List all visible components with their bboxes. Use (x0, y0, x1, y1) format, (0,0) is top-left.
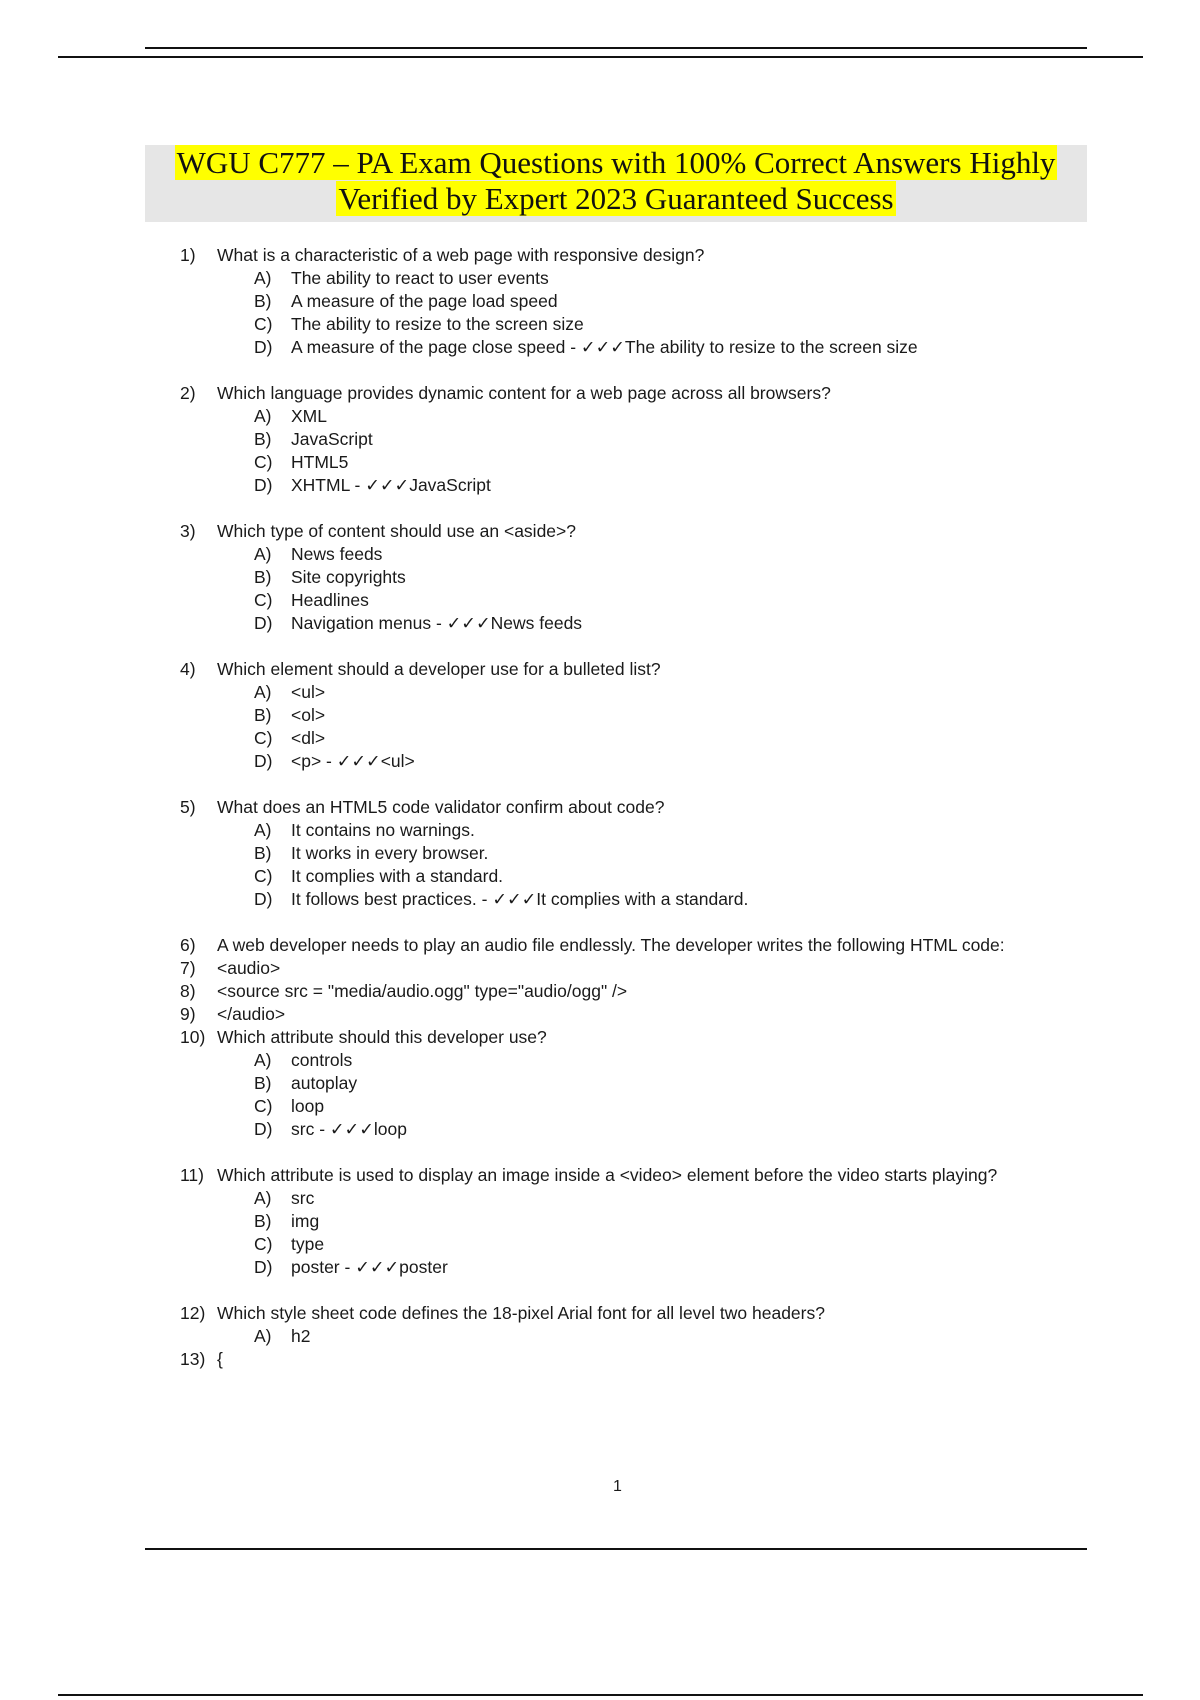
question-text: Which attribute should this developer use? (217, 1027, 547, 1047)
option-b: B) JavaScript (254, 429, 373, 449)
question-12 (180, 1302, 1080, 1371)
page-number: 1 (613, 1478, 622, 1495)
option-c: C) <dl> (254, 728, 326, 748)
option-d-answer: D) A measure of the page close speed - ✓✓✓The ability to resize to the screen size (254, 337, 918, 357)
question-text: Which style sheet code defines the 18-pixel Arial font for all level two headers? (217, 1303, 825, 1323)
question-5 (180, 796, 1080, 911)
code-line: <source src = "media/audio.ogg" type="audio/ogg" /> (217, 981, 628, 1001)
option-a: A) h2 (254, 1326, 311, 1346)
option-c: C) HTML5 (254, 452, 349, 472)
option-a: A) News feeds (254, 544, 383, 564)
question-text: Which attribute is used to display an image inside a <video> element before the video starts playing? (217, 1165, 998, 1185)
question-number: 12) (180, 1303, 206, 1323)
option-b: B) It works in every browser. (254, 843, 489, 863)
option-c: C) Headlines (254, 590, 369, 610)
option-b: B) Site copyrights (254, 567, 406, 587)
question-number: 4) (180, 659, 196, 679)
question-number: 9) (180, 1004, 196, 1024)
option-b: B) <ol> (254, 705, 326, 725)
question-number: 2) (180, 383, 196, 403)
option-a: A) controls (254, 1050, 353, 1070)
question-text: Which element should a developer use for a bulleted list? (217, 659, 661, 679)
option-d-answer: D) src - ✓✓✓loop (254, 1119, 407, 1139)
option-c: C) The ability to resize to the screen size (254, 314, 584, 334)
code-line: { (217, 1349, 223, 1369)
option-d-answer: D) <p> - ✓✓✓<ul> (254, 751, 415, 771)
question-number: 6) (180, 935, 196, 955)
question-11 (180, 1164, 1080, 1279)
title-line-1: WGU C777 – PA Exam Questions with 100% Correct Answers Highly (176, 145, 1056, 180)
bottom-rule-outer (58, 1694, 1143, 1696)
bottom-rule-inner (145, 1548, 1087, 1550)
option-c: C) loop (254, 1096, 325, 1116)
question-text: A web developer needs to play an audio file endlessly. The developer writes the following HTML code: (217, 935, 1005, 955)
question-number: 3) (180, 521, 196, 541)
option-b: B) autoplay (254, 1073, 358, 1093)
option-d-answer: D) poster - ✓✓✓poster (254, 1257, 448, 1277)
option-a: A) XML (254, 406, 327, 426)
option-a: A) <ul> (254, 682, 326, 702)
option-c: C) It complies with a standard. (254, 866, 504, 886)
title-line-2: Verified by Expert 2023 Guaranteed Success (338, 181, 894, 216)
question-list (180, 244, 1080, 1394)
option-a: A) src (254, 1188, 315, 1208)
top-rule-inner (145, 47, 1087, 49)
question-text: What is a characteristic of a web page with responsive design? (217, 245, 705, 265)
option-a: A) It contains no warnings. (254, 820, 475, 840)
option-d-answer: D) Navigation menus - ✓✓✓News feeds (254, 613, 583, 633)
option-d-answer: D) It follows best practices. - ✓✓✓It complies with a standard. (254, 889, 749, 909)
question-text: Which type of content should use an <aside>? (217, 521, 576, 541)
question-6 (180, 934, 1080, 1141)
question-4 (180, 658, 1080, 773)
option-b: B) A measure of the page load speed (254, 291, 558, 311)
question-number: 8) (180, 981, 196, 1001)
option-c: C) type (254, 1234, 325, 1254)
question-text: Which language provides dynamic content for a web page across all browsers? (217, 383, 831, 403)
document-title (145, 145, 1087, 222)
question-number: 13) (180, 1349, 206, 1369)
question-number: 1) (180, 245, 196, 265)
question-3 (180, 520, 1080, 635)
code-line: </audio> (217, 1004, 286, 1024)
question-number: 5) (180, 797, 196, 817)
code-line: <audio> (217, 958, 281, 978)
question-2 (180, 382, 1080, 497)
option-a: A) The ability to react to user events (254, 268, 549, 288)
question-number: 11) (180, 1165, 204, 1185)
option-d-answer: D) XHTML - ✓✓✓JavaScript (254, 475, 491, 495)
question-number: 10) (180, 1027, 206, 1047)
top-rule-outer (58, 56, 1143, 58)
question-text: What does an HTML5 code validator confirm about code? (217, 797, 665, 817)
question-number: 7) (180, 958, 196, 978)
question-1 (180, 244, 1080, 359)
option-b: B) img (254, 1211, 320, 1231)
